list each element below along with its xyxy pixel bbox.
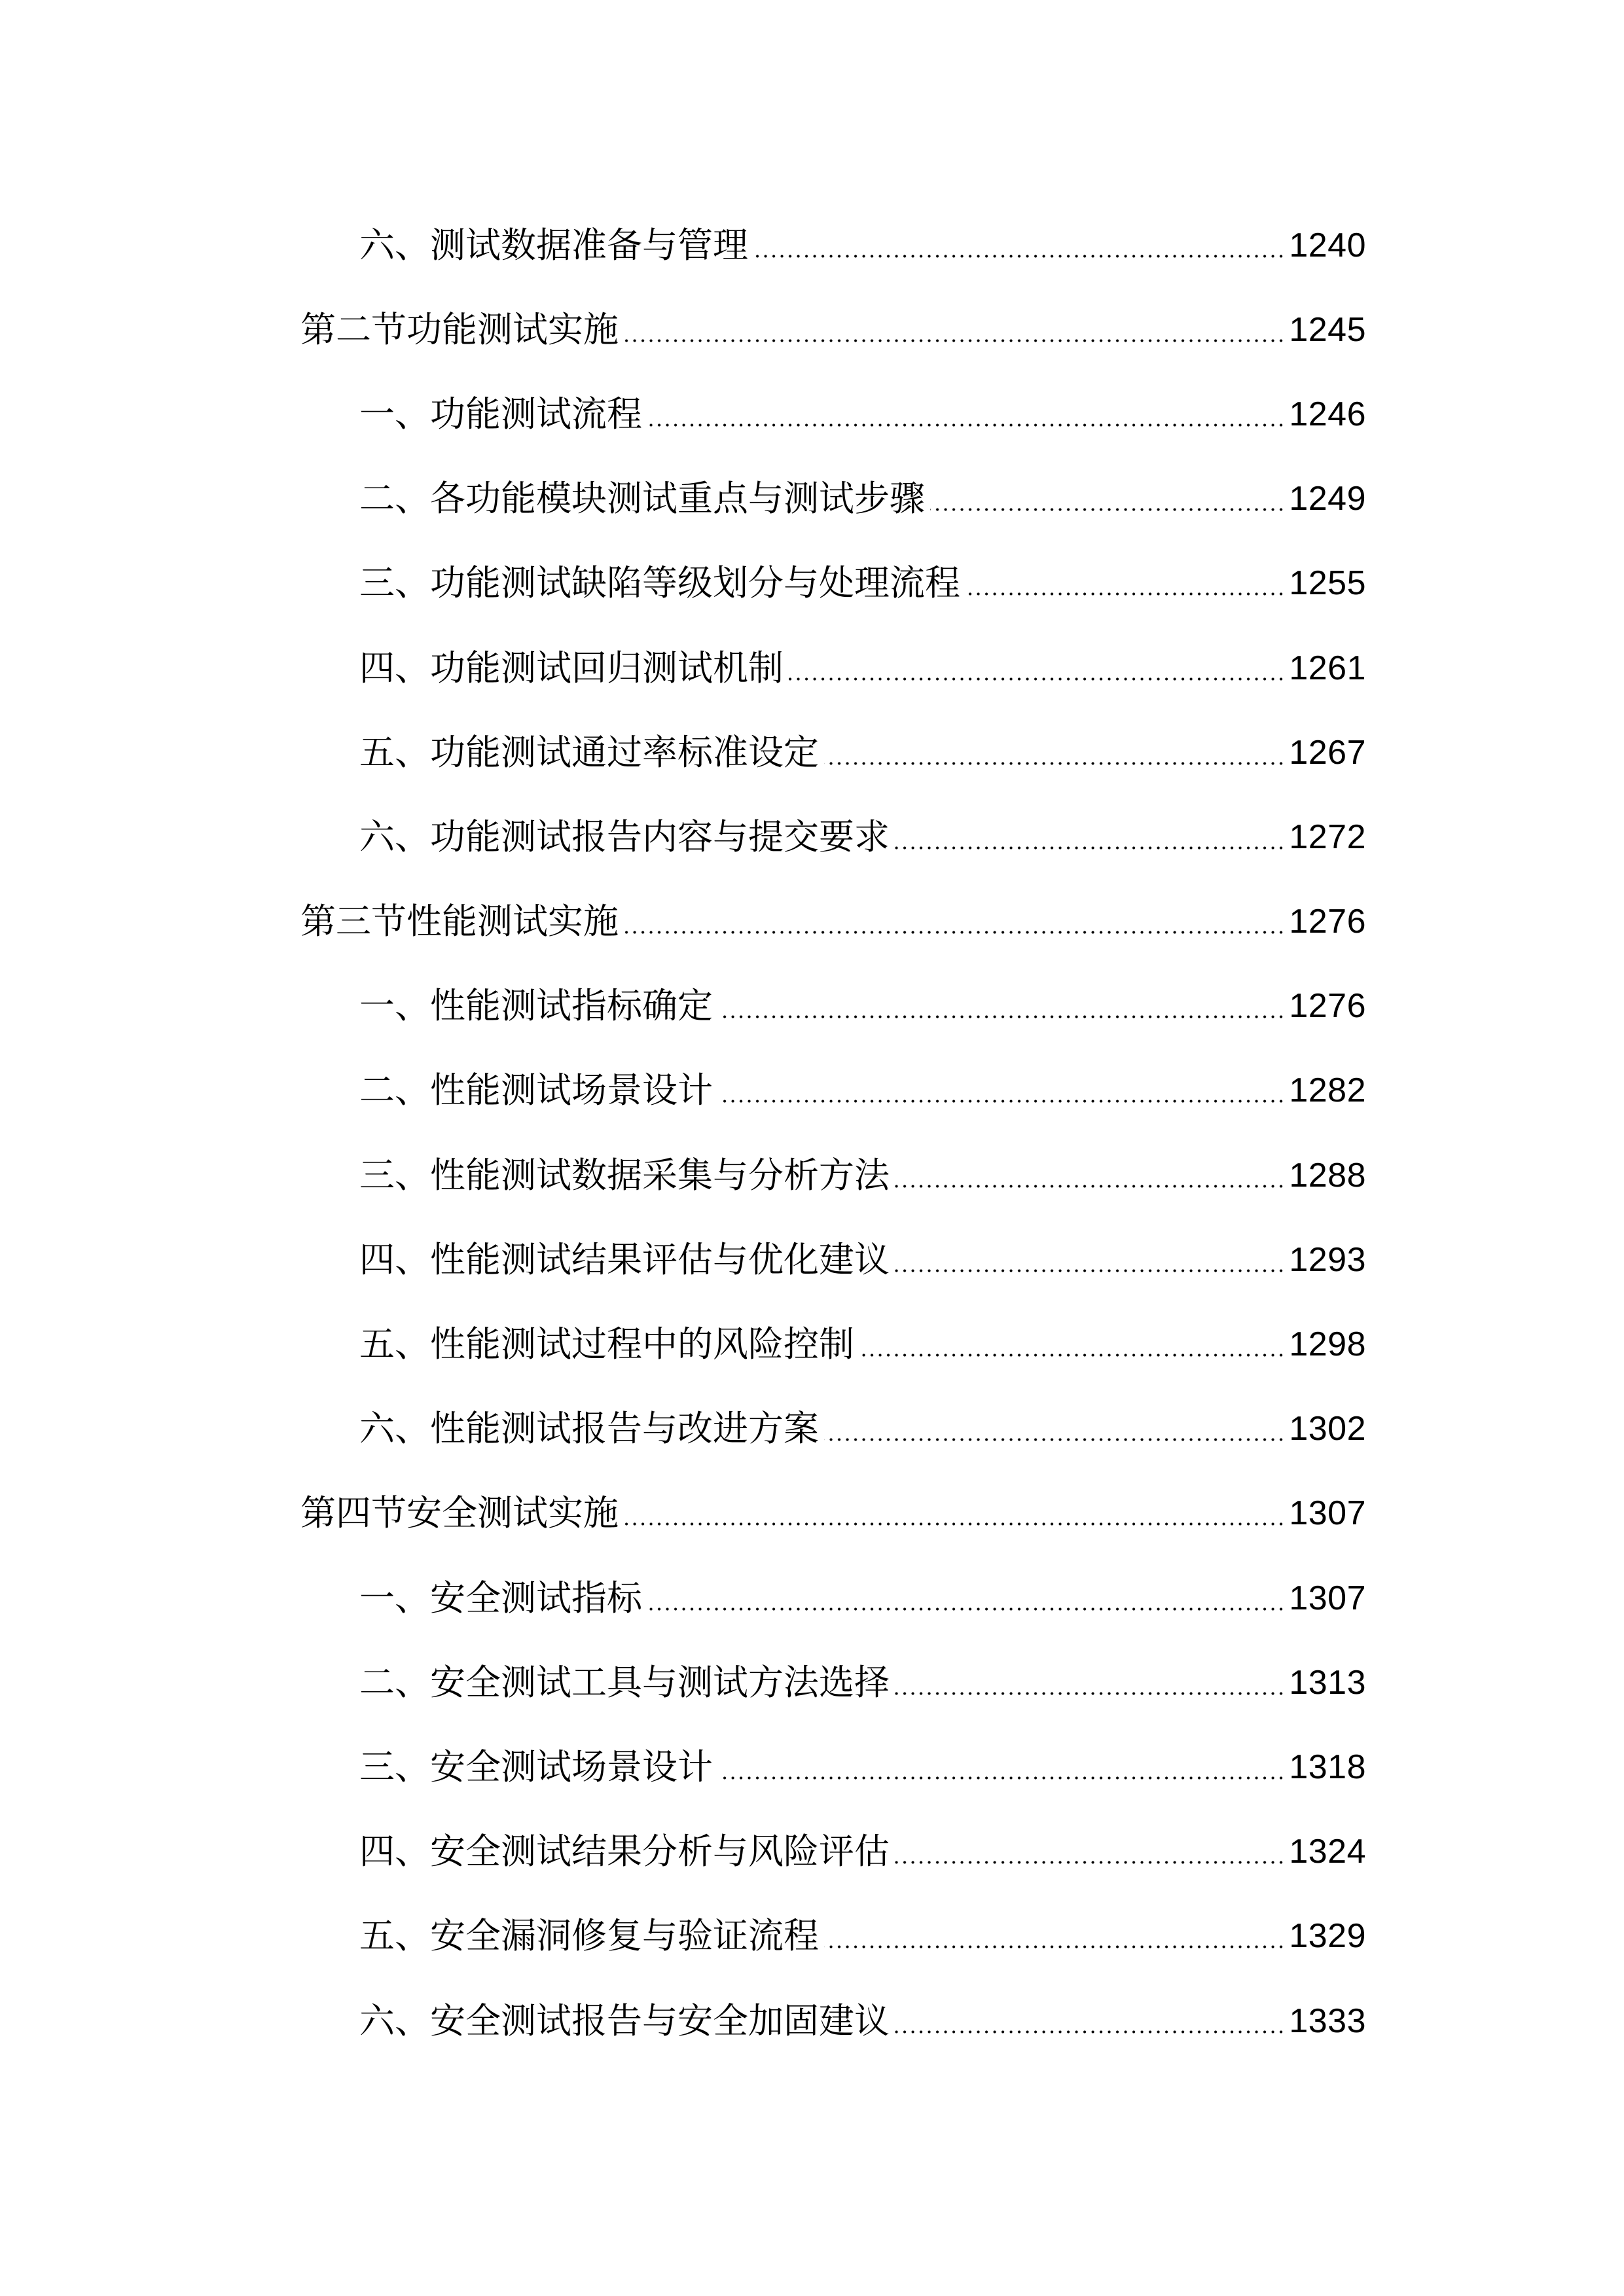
toc-entry-title: 二、安全测试工具与测试方法选择 bbox=[359, 1661, 890, 1703]
dot-leader bbox=[624, 1496, 1285, 1531]
toc-page-number: 1276 bbox=[1289, 987, 1366, 1026]
toc-item-entry[interactable] bbox=[300, 1133, 1366, 1217]
toc-page-number: 1298 bbox=[1289, 1325, 1366, 1364]
toc-section-entry[interactable] bbox=[300, 1471, 1366, 1556]
toc-entry-title: 一、性能测试指标确定 bbox=[359, 985, 713, 1027]
toc-item-entry[interactable] bbox=[300, 203, 1366, 287]
toc-entry-title: 六、安全测试报告与安全加固建议 bbox=[359, 2000, 890, 2041]
toc-entry-title: 六、测试数据准备与管理 bbox=[359, 224, 748, 266]
table-of-contents bbox=[300, 203, 1366, 2063]
toc-item-entry[interactable] bbox=[300, 457, 1366, 541]
toc-item-entry[interactable] bbox=[300, 1640, 1366, 1725]
toc-page-number: 1318 bbox=[1289, 1748, 1366, 1786]
toc-page-number: 1307 bbox=[1289, 1579, 1366, 1617]
dot-leader bbox=[824, 735, 1285, 770]
toc-entry-title: 一、功能测试流程 bbox=[359, 393, 642, 435]
toc-item-entry[interactable] bbox=[300, 1894, 1366, 1979]
toc-entry-title: 四、安全测试结果分析与风险评估 bbox=[359, 1831, 890, 1873]
toc-item-entry[interactable] bbox=[300, 1302, 1366, 1386]
toc-entry-title: 三、性能测试数据采集与分析方法 bbox=[359, 1154, 890, 1196]
dot-leader bbox=[718, 988, 1285, 1024]
dot-leader bbox=[647, 1581, 1285, 1616]
dot-leader bbox=[895, 2003, 1285, 2039]
toc-item-entry[interactable] bbox=[300, 541, 1366, 626]
toc-item-entry[interactable] bbox=[300, 1725, 1366, 1809]
dot-leader bbox=[824, 1918, 1285, 1954]
toc-entry-title: 六、功能测试报告内容与提交要求 bbox=[359, 816, 890, 857]
toc-entry-title: 第四节安全测试实施 bbox=[300, 1492, 619, 1534]
dot-leader bbox=[859, 1327, 1285, 1362]
toc-item-entry[interactable] bbox=[300, 372, 1366, 456]
dot-leader bbox=[895, 1158, 1285, 1193]
toc-page-number: 1276 bbox=[1289, 903, 1366, 941]
toc-item-entry[interactable] bbox=[300, 1810, 1366, 1894]
toc-page-number: 1261 bbox=[1289, 649, 1366, 687]
toc-page-number: 1324 bbox=[1289, 1833, 1366, 1871]
toc-entry-title: 二、各功能模块测试重点与测试步骤 bbox=[359, 478, 925, 520]
toc-item-entry[interactable] bbox=[300, 964, 1366, 1049]
toc-page-number: 1288 bbox=[1289, 1156, 1366, 1194]
toc-entry-title: 第二节功能测试实施 bbox=[300, 308, 619, 350]
dot-leader bbox=[753, 228, 1285, 263]
dot-leader bbox=[718, 1749, 1285, 1785]
dot-leader bbox=[965, 565, 1285, 601]
dot-leader bbox=[789, 651, 1285, 686]
toc-entry-title: 四、功能测试回归测试机制 bbox=[359, 647, 784, 689]
toc-entry-title: 三、安全测试场景设计 bbox=[359, 1746, 713, 1787]
dot-leader bbox=[895, 819, 1285, 855]
toc-entry-title: 一、安全测试指标 bbox=[359, 1577, 642, 1619]
toc-page-number: 1245 bbox=[1289, 310, 1366, 349]
dot-leader bbox=[895, 1665, 1285, 1700]
toc-page-number: 1313 bbox=[1289, 1663, 1366, 1702]
toc-page-number: 1240 bbox=[1289, 226, 1366, 264]
toc-entry-title: 五、性能测试过程中的风险控制 bbox=[359, 1323, 854, 1365]
dot-leader bbox=[624, 312, 1285, 348]
toc-page-number: 1246 bbox=[1289, 395, 1366, 433]
toc-item-entry[interactable] bbox=[300, 1387, 1366, 1471]
toc-item-entry[interactable] bbox=[300, 1979, 1366, 2063]
toc-item-entry[interactable] bbox=[300, 626, 1366, 710]
toc-entry-title: 三、功能测试缺陷等级划分与处理流程 bbox=[359, 562, 960, 604]
dot-leader bbox=[930, 481, 1285, 516]
toc-page-number: 1272 bbox=[1289, 817, 1366, 856]
toc-entry-title: 五、功能测试通过率标准设定 bbox=[359, 731, 819, 773]
toc-page-number: 1249 bbox=[1289, 480, 1366, 518]
dot-leader bbox=[824, 1411, 1285, 1446]
toc-page-number: 1282 bbox=[1289, 1071, 1366, 1110]
toc-item-entry[interactable] bbox=[300, 1556, 1366, 1640]
toc-page-number: 1307 bbox=[1289, 1494, 1366, 1533]
toc-section-entry[interactable] bbox=[300, 880, 1366, 964]
toc-page-number: 1267 bbox=[1289, 733, 1366, 772]
dot-leader bbox=[624, 904, 1285, 939]
dot-leader bbox=[718, 1073, 1285, 1108]
toc-entry-title: 二、性能测试场景设计 bbox=[359, 1069, 713, 1111]
dot-leader bbox=[647, 397, 1285, 432]
toc-section-entry[interactable] bbox=[300, 287, 1366, 372]
toc-entry-title: 四、性能测试结果评估与优化建议 bbox=[359, 1238, 890, 1280]
dot-leader bbox=[895, 1834, 1285, 1869]
toc-page-number: 1329 bbox=[1289, 1917, 1366, 1956]
toc-item-entry[interactable] bbox=[300, 1049, 1366, 1133]
toc-item-entry[interactable] bbox=[300, 795, 1366, 879]
dot-leader bbox=[895, 1242, 1285, 1278]
toc-item-entry[interactable] bbox=[300, 710, 1366, 795]
toc-page-number: 1302 bbox=[1289, 1410, 1366, 1448]
toc-page-number: 1255 bbox=[1289, 564, 1366, 603]
toc-entry-title: 五、安全漏洞修复与验证流程 bbox=[359, 1915, 819, 1957]
toc-item-entry[interactable] bbox=[300, 1217, 1366, 1302]
toc-entry-title: 第三节性能测试实施 bbox=[300, 901, 619, 942]
toc-entry-title: 六、性能测试报告与改进方案 bbox=[359, 1408, 819, 1450]
toc-page-number: 1333 bbox=[1289, 2001, 1366, 2040]
toc-page-number: 1293 bbox=[1289, 1240, 1366, 1279]
